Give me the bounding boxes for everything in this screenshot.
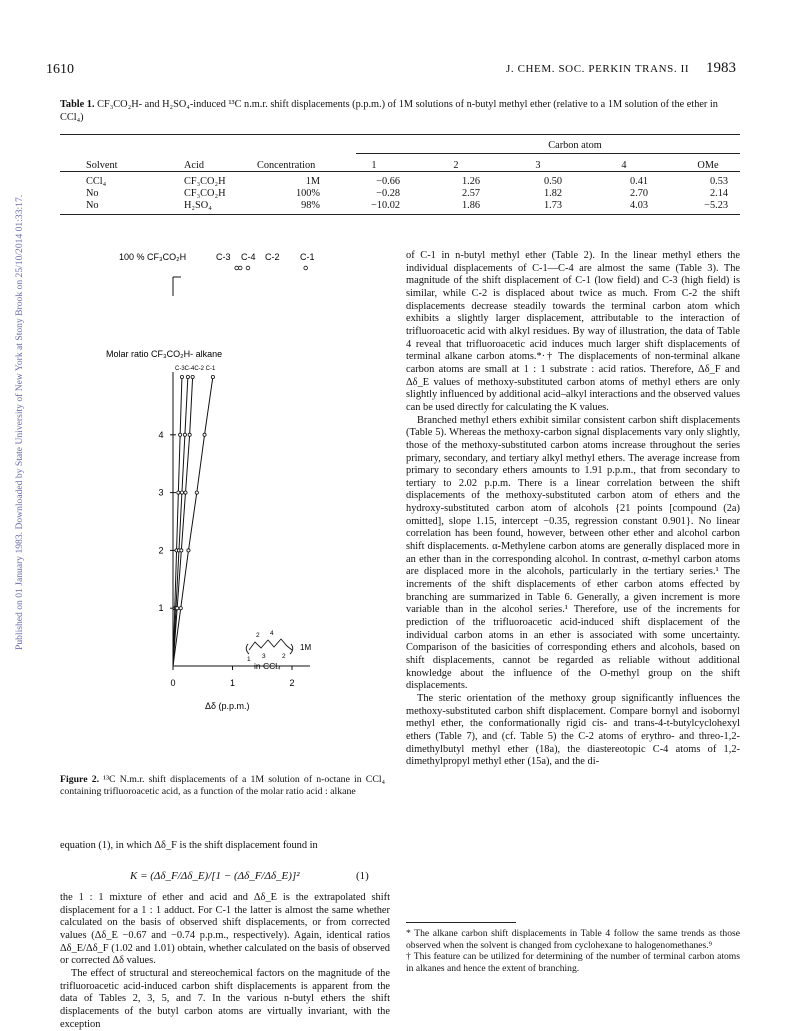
fig2-series xyxy=(173,375,214,666)
table1-cell-acid: CF₃CO₂H xyxy=(184,176,226,187)
table1-cell-c3: 0.50 xyxy=(543,176,562,187)
fig2-molecule xyxy=(246,630,311,671)
table1-caption-text: CF₃CO₂H- and H₂SO₄-induced ¹³C n.m.r. shift displacements (p.p.m.) of 1M solutions of n-butyl methyl ether (relative to a 1M solution of the ether in CCl₄) xyxy=(60,99,718,123)
fig2-top-label: 100 % CF₃CO₂H xyxy=(119,252,187,262)
fig2-point-c-2 xyxy=(188,433,191,436)
fig2-point-c-2 xyxy=(184,491,187,494)
fig2-point-c-3 xyxy=(177,491,180,494)
table1-cell-solvent: No xyxy=(86,200,99,211)
table1-cell-c1: −0.28 xyxy=(376,188,400,199)
fig2-molecule-num-bottom-3: 2 xyxy=(282,653,286,660)
fig2-top-mark-c-3 xyxy=(235,266,239,270)
fig2-series-line-c-1 xyxy=(173,377,213,666)
fig2-y-tick-label: 4 xyxy=(158,429,164,440)
fig2-x-axis-label: Δδ (p.p.m.) xyxy=(205,701,250,711)
table1-bottom-rule xyxy=(60,214,740,215)
table1-top-rule xyxy=(60,134,740,135)
left-column-body xyxy=(60,892,390,1031)
left-para-2: The effect of structural and stereochemical factors on the magnitude of the trifluoroacetic acid-induced carbon shift displacements is apparent from the data of Tables 2, 3, 5, and 7. In the various n-butyl ethers the shift displacements of the butyl carbon atoms are virtually invariant, with the exception xyxy=(60,967,390,1030)
fig2-top-mark-c-2 xyxy=(246,266,250,270)
table1-cell-solvent: No xyxy=(86,188,99,199)
footnote-1: * The alkane carbon shift displacements in Table 4 follow the same trends as those observed when the solvent is changed from cyclohexane to halogenomethanes.⁹ xyxy=(406,928,740,951)
table1-cell-solvent: CCl₄ xyxy=(86,176,107,187)
table1-cell-c4: 0.41 xyxy=(629,176,648,187)
figure2-chart xyxy=(60,248,390,768)
fig2-series-line-c-2 xyxy=(173,377,193,666)
table1-group-rule xyxy=(356,153,740,154)
table1-cell-c2: 1.26 xyxy=(461,176,480,187)
table1-cell-c2: 1.86 xyxy=(461,200,480,211)
equation-number: (1) xyxy=(356,870,369,882)
fig2-y-tick-label: 3 xyxy=(158,487,164,498)
table1-header-c4: 4 xyxy=(621,160,627,171)
table1-cell-ome: −5.23 xyxy=(704,200,728,211)
table1-cell-concentration: 1M xyxy=(305,176,320,187)
table1-cell-c4: 4.03 xyxy=(629,200,648,211)
fig2-point-c-4 xyxy=(186,375,189,378)
right-para-2: Branched methyl ethers exhibit similar consistent carbon shift displacements (Table 5). Whereas the methoxy-carbon signal displacements vary only slightly, those of the methoxy-substituted carbon atoms increase throughout the series primary, secondary, and tertiary alkyl methyl ethers. The average increase from primary to secondary ethers amounts to 1.91 p.p.m., that from secondary to tertiary to 2.02 p.p.m. There is a linear correlation between the shift displacements of the methoxy-substituted carbon atom of ethers and the hydroxy-substituted carbon atom of alcohols {21 points [compound (2a) omitted], slope 1.15, intercept −0.35, regression constant 0.901}. No linear correlation has been found, however, between other ether and alcohol carbon shift displacements. α-Methylene carbon atoms are generally displaced more in an ether than in the corresponding alcohol. In contrast, α-methyl carbon atoms are displaced more in the alcohols, particularly in the tertiary series.¹ The increments of the shift displacements of ether carbon atoms effected by branching are summarized in Table 6. Generally, a given increment is more variable than in the alcohol series.¹ Therefore, use of the increments for prediction of the trifluoroacetic acid-induced shift displacement of the individual carbon atoms in an ether is associated with some uncertainty. Comparison of the basicities of corresponding ethers and alcohols, based on shift displacements, cannot be regarded as reliable without additional knowledge about the influence of the O-methyl group on the shift displacements. xyxy=(406,414,740,692)
table1-cell-concentration: 98% xyxy=(301,200,320,211)
journal-title: J. CHEM. SOC. PERKIN TRANS. II xyxy=(506,63,690,75)
table1-group-header: Carbon atom xyxy=(548,140,602,151)
right-para-1: of C-1 in n-butyl methyl ether (Table 2). In the linear methyl ethers the individual displacements of C-1—C-4 are almost the same (Table 3). The magnitude of the shift displacement of C-1 (low field) and C-3 (high field) is similar, while C-2 is displaced about twice as much. From C-2 the shift displacements decrease steadily towards the terminal carbon atom which exhibits a slightly larger displacement, attributable to the interaction of trifluoroacetic acid with alkyl residues. By way of illustration, the data of Table 4 reveal that trifluoroacetic acid induces much larger shift displacements of terminal alkane carbon atoms.*·† The displacements of non-terminal alkane carbon atoms are small at 1 : 1 substrate : acid ratios. Therefore, Δδ_F and Δδ_E values of methoxy-substituted carbon atoms of methyl ethers are only slightly influenced by additional acid–alkyl interactions and the observed values can be used directly for calculating the K values. xyxy=(406,250,740,413)
fig2-molecule-num-bottom-2: 3 xyxy=(262,653,266,660)
table1-header-c2: 2 xyxy=(453,160,459,171)
table1-cell-c1: −10.02 xyxy=(371,200,400,211)
fig2-point-c-4 xyxy=(180,491,183,494)
fig2-molar-label: Molar ratio CF₃CO₂H- alkane xyxy=(106,349,223,359)
fig2-point-c-1 xyxy=(187,549,190,552)
fig2-point-c-2 xyxy=(191,375,194,378)
fig2-top-atom-c3: C-3 xyxy=(216,252,231,262)
fig2-x-tick-label: 2 xyxy=(289,678,295,688)
equation-1: K = (Δδ_F/Δδ_E)/[1 − (Δδ_F/Δδ_E)]² xyxy=(130,870,300,882)
fig2-curve-labels: C-3C-4C-2 C-1 xyxy=(175,366,216,372)
fig2-point-c-2 xyxy=(180,549,183,552)
table1-header-ome: OMe xyxy=(697,160,719,171)
table1-cell-acid: H₂SO₄ xyxy=(184,200,212,211)
fig2-y-tick-label: 1 xyxy=(158,603,164,614)
fig2-top-atom-c4: C-4 xyxy=(241,252,256,262)
fig2-point-c-3 xyxy=(179,433,182,436)
table1-cell-c4: 2.70 xyxy=(629,188,648,199)
fig2-top-marks xyxy=(235,266,308,270)
fig2-molecule-num-top-1: 2 xyxy=(256,632,260,639)
footnotes xyxy=(406,928,740,974)
download-stamp-text: Published on 01 January 1983. Downloaded by State University of New York at Stony Brook on 25/10/2014 01:33:17. xyxy=(14,194,25,650)
table1-header-concentration: Concentration xyxy=(257,160,316,171)
table1-cell-c3: 1.82 xyxy=(543,188,562,199)
page-number: 1610 xyxy=(46,62,74,77)
fig2-point-c-2 xyxy=(176,607,179,610)
fig2-y-tick-label: 2 xyxy=(158,545,164,556)
table1-cell-c3: 1.73 xyxy=(543,200,562,211)
table1-header-rule xyxy=(60,171,740,172)
table1-cell-ome: 0.53 xyxy=(709,176,728,187)
figure2-caption-label: Figure 2. xyxy=(60,774,100,785)
right-para-3: The steric orientation of the methoxy group significantly influences the methoxy-substituted carbon shift displacement. Compare bornyl and isobornyl methyl ether, the conformationally rigid cis- and trans-4-t-butylcyclohexyl ethers (Table 7), and (cf. Table 5) the C-2 atoms of erythro- and threo-1,2-dimethylbutyl methyl ether (18a), the diastereotopic C-4 atoms of 1,2-dimethylpropyl methyl ether (15a), and the di- xyxy=(406,692,740,768)
table1-header-c3: 3 xyxy=(535,160,541,171)
fig2-top-atom-c2: C-2 xyxy=(265,252,280,262)
fig2-molecule-left-end xyxy=(246,644,249,654)
fig2-top-mark-c-1 xyxy=(304,266,308,270)
table1-header-acid: Acid xyxy=(184,160,205,171)
journal-year: 1983 xyxy=(706,60,736,76)
equation-lead: equation (1), in which Δδ_F is the shift displacement found in xyxy=(60,840,318,851)
fig2-x-tick-label: 1 xyxy=(229,678,236,688)
fig2-point-c-4 xyxy=(183,433,186,436)
table1-cell-concentration: 100% xyxy=(295,188,320,199)
fig2-molecule-solvent: in CCl₄ xyxy=(254,661,281,671)
right-column-body xyxy=(406,250,740,769)
fig2-top-mark-c-4 xyxy=(238,266,242,270)
table1-cell-c2: 2.57 xyxy=(461,188,480,199)
table1-cell-ome: 2.14 xyxy=(709,188,728,199)
fig2-molecule-zigzag xyxy=(249,639,292,650)
table1-caption-label: Table 1. xyxy=(60,99,95,110)
table1-cell-acid: CF₃CO₂H xyxy=(184,188,226,199)
table1-caption xyxy=(60,98,740,124)
fig2-point-c-1 xyxy=(195,491,198,494)
figure2-caption-text: ¹³C N.m.r. shift displacements of a 1M solution of n-octane in CCl₄ containing trifluoroacetic acid, as a function of the molar ratio acid : alkane xyxy=(60,774,385,797)
fig2-molecule-num-bottom-1: 1 xyxy=(247,656,251,663)
fig2-molecule-conc: 1M xyxy=(300,643,312,652)
footnote-rule xyxy=(406,922,516,923)
fig2-point-c-1 xyxy=(203,433,206,436)
table1-header-solvent: Solvent xyxy=(86,160,118,171)
fig2-molecule-num-top-2: 4 xyxy=(270,630,274,637)
figure2-caption xyxy=(60,774,385,798)
fig2-point-c-3 xyxy=(180,375,183,378)
table1-header-c1: 1 xyxy=(371,160,377,171)
fig2-point-c-1 xyxy=(211,375,214,378)
fig2-point-c-1 xyxy=(179,607,182,610)
fig2-x-tick-label: 0 xyxy=(170,678,176,688)
footnote-2: † This feature can be utilized for determining of the number of terminal carbon atoms in alkanes and hence the extent of branching. xyxy=(406,951,740,974)
fig2-top-atom-c1: C-1 xyxy=(300,252,315,262)
download-stamp xyxy=(2,130,25,650)
left-para-1: the 1 : 1 mixture of ether and acid and Δδ_E is the extrapolated shift displacement for a 1 : 1 adduct. For C-1 the latter is almost the same whether calculated on the basis of observed shift displacements, or from corrected values (Δδ_E −0.67 and −0.74 p.p.m., respectively). Again, identical ratios Δδ_E/Δδ_F (1.02 and 1.01) obtain, whether calculated on the basis of observed or corrected Δδ values. xyxy=(60,892,390,967)
table1-cell-c1: −0.66 xyxy=(376,176,400,187)
